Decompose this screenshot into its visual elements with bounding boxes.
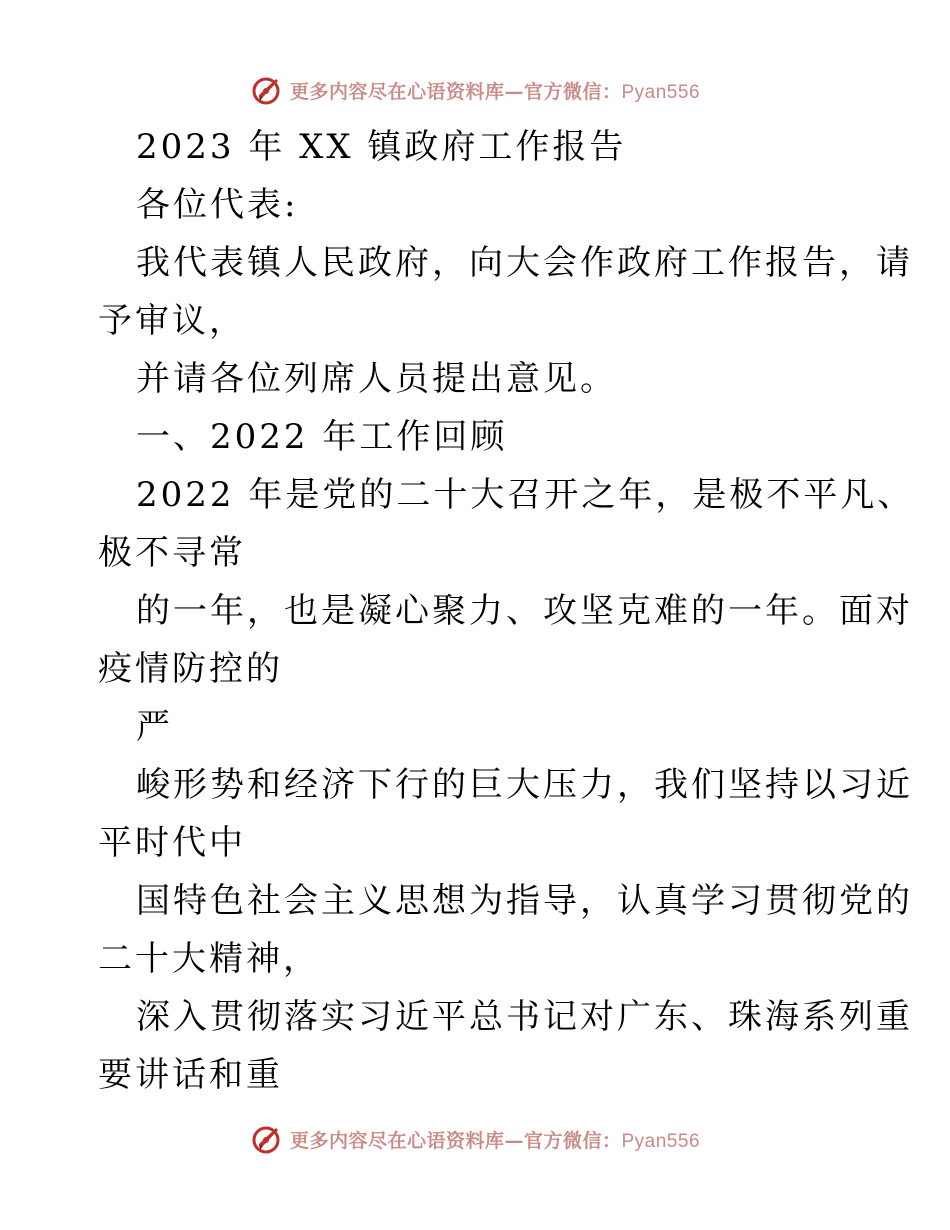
text-line: 各位代表: [136,185,299,225]
text-line: 一、2022 年工作回顾 [136,417,508,457]
text-line: 国特色社会主义思想为指导，认真学习贯彻党的 [136,881,913,921]
watermark-wechat-id: Pyan556 [621,1130,701,1152]
quill-circle-logo-icon [250,73,284,107]
text-line: 极不寻常 [98,533,246,573]
watermark-text [290,1126,700,1153]
document-body [98,118,915,1104]
header-watermark [0,70,950,110]
text-line: 我代表镇人民政府，向大会作政府工作报告，请 [136,243,913,283]
text-line: 2022 年是党的二十大召开之年，是极不平凡、 [136,475,915,515]
text-line: 2023 年 XX 镇政府工作报告 [136,127,627,167]
text-line: 严 [136,707,173,747]
text-line: 深入贯彻落实习近平总书记对广东、珠海系列重 [136,997,913,1037]
watermark-main: 更多内容尽在心语资料库—官方微信： [289,80,622,103]
text-line: 要讲话和重 [98,1055,283,1095]
text-line: 予审议， [98,301,246,341]
watermark-text [290,77,700,104]
text-line: 的一年，也是凝心聚力、攻坚克难的一年。面对 [136,591,913,631]
text-line: 峻形势和经济下行的巨大压力，我们坚持以习近 [136,765,913,805]
text-line: 疫情防控的 [98,649,283,689]
text-line: 二十大精神， [98,939,320,979]
text-line: 并请各位列席人员提出意见。 [136,359,617,399]
watermark-main: 更多内容尽在心语资料库—官方微信： [289,1129,622,1152]
text-line: 平时代中 [98,823,246,863]
footer-watermark [0,1119,950,1159]
watermark-wechat-id: Pyan556 [621,81,701,103]
quill-circle-logo-icon [250,1122,284,1156]
